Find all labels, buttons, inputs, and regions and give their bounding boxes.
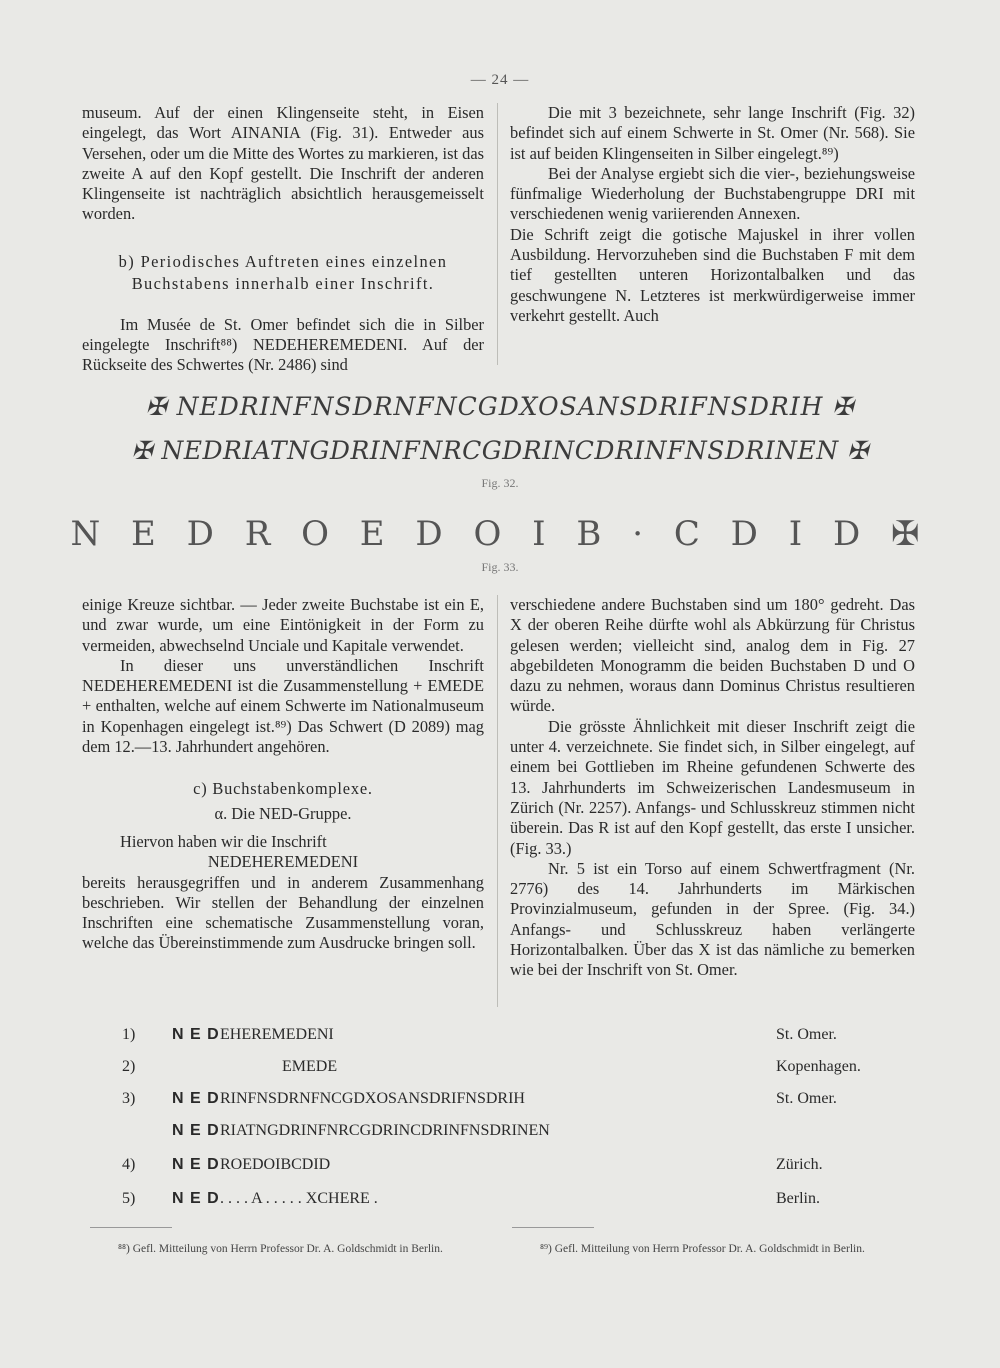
- list-inscription: RINFNSDRNFNCGDXOSANSDRIFNSDRIH: [220, 1090, 525, 1107]
- paragraph: Bei der Analyse ergiebt sich die vier-, beziehungsweise fünfmalige Wiederholung der Buchstabengruppe DRI mit verschiedenen wenig variierenden Annexen.: [510, 163, 915, 224]
- paragraph: museum. Auf der einen Klingenseite steht, in Eisen eingelegt, das Wort AINANIA (Fig. 31). Entweder aus Versehen, oder um die Mitte des Wortes zu markieren, ist das zweite A auf den Kopf gestellt. Die Inschrift der anderen Klingenseite ist nachträglich absichtlich herausgemeisselt worden.: [82, 103, 484, 224]
- paragraph: Im Musée de St. Omer befindet sich die in Silber eingelegte Inschrift⁸⁸) NEDEHEREMEDENI. Auf der Rückseite des Schwertes (Nr. 2486) sind: [82, 314, 484, 375]
- list-item: [0, 1190, 1000, 1212]
- list-ned: N E D: [172, 1122, 220, 1139]
- list-number: 1): [122, 1026, 136, 1043]
- footnote-rule: [512, 1227, 594, 1228]
- list-item: [0, 1156, 1000, 1178]
- paragraph: Nr. 5 ist ein Torso auf einem Schwertfragment (Nr. 2776) des 14. Jahrhunderts im Märkischen Provinzialmuseum, gefunden in der Spree. (Fig. 34.) Anfangs- und Schlusskreuz haben verlängerte Horizontalbalken. Über das X ist das nämliche zu bemerken wie bei der Inschrift von St. Omer.: [510, 858, 915, 980]
- page-number: — 24 —: [470, 72, 530, 88]
- list-item: [0, 1122, 1000, 1144]
- list-number: 5): [122, 1190, 136, 1207]
- paragraph: verschiedene andere Buchstaben sind um 180° gedreht. Das X der oberen Reihe dürfte wohl als Abkürzung für Christus gelesen werden; vielleicht sind, analog dem in Fig. 27 abgebildeten Monogramm die beiden Buchstaben D und O dazu zu nehmen, woraus dann Dominus Christus resultieren würde.: [510, 595, 915, 716]
- list-place: St. Omer.: [776, 1026, 837, 1043]
- column-top-right: [510, 103, 915, 326]
- column-bottom-left: [82, 595, 484, 954]
- list-item: [0, 1058, 1000, 1080]
- section-heading-c: c) Buchstabenkomplexe.: [193, 779, 373, 799]
- list-place: St. Omer.: [776, 1090, 837, 1107]
- paragraph: einige Kreuze sichtbar. — Jeder zweite Buchstabe ist ein E, und zwar wurde, um eine Eintönigkeit in der Form zu vermeiden, abwechselnd Unciale und Kapitale verwendet.: [82, 595, 484, 655]
- subsection-heading-alpha: α. Die NED-Gruppe.: [214, 803, 352, 823]
- paragraph: Die mit 3 bezeichnete, sehr lange Inschrift (Fig. 32) befindet sich auf einem Schwerte in St. Omer (Nr. 568). Sie ist auf beiden Klingenseiten in Silber eingelegt.⁸⁹): [510, 103, 915, 163]
- section-heading-b: b) Periodisches Auftreten eines einzelnen Buchstabens innerhalb einer Inschrift.: [118, 251, 448, 293]
- paragraph: Die Schrift zeigt die gotische Majuskel in ihrer vollen Ausbildung. Hervorzuheben sind die Buchstaben F mit dem tief gestellten unteren Horizontalbalken und das geschwungene N. Letzteres ist merkwürdigerweise immer verkehrt gestellt. Auch: [510, 224, 915, 325]
- list-ned: N E D: [172, 1026, 220, 1043]
- paragraph: Hiervon haben wir die Inschrift: [120, 831, 327, 851]
- list-inscription: ROEDOIBCDID: [220, 1156, 331, 1173]
- fig32-inscription-line2: ✠ NEDRIATNGDRINFNRCGDRINCDRINFNSDRINEN ✠: [131, 436, 869, 465]
- list-place: Kopenhagen.: [776, 1058, 861, 1075]
- paragraph: In dieser uns unverständlichen Inschrift NEDEHEREMEDENI ist die Zusammenstellung + EMEDE + enthalten, welche auf einem Schwerte im Nationalmuseum in Kopenhagen eingelegt ist.⁸⁹) Das Schwert (D 2089) mag dem 12.—13. Jahrhundert angehören.: [82, 655, 484, 757]
- list-inscription: . . . . A . . . . . XCHERE .: [220, 1190, 378, 1207]
- footnote-89: ⁸⁹) Gefl. Mitteilung von Herrn Professor Dr. A. Goldschmidt in Berlin.: [540, 1243, 865, 1255]
- paragraph: bereits herausgegriffen und in anderem Zusammenhang beschrieben. Wir stellen der Behandlung der einzelnen Inschriften eine schematische Zusammenstellung voran, welche das Übereinstimmende zum Ausdrucke bringen soll.: [82, 872, 484, 953]
- column-bottom-right: [510, 595, 915, 981]
- paragraph: Die grösste Ähnlichkeit mit dieser Inschrift zeigt die unter 4. verzeichnete. Sie findet sich, in Silber eingelegt, auf einem bei Gottlieben im Rheine gefundenen Schwerte des 13. Jahrhunderts im Schweizerischen Landesmuseum in Zürich (Nr. 2257). Anfangs- und Schlusskreuz stimmen nicht überein. Das R ist auf den Kopf gestellt, das erste I unsicher. (Fig. 33.): [510, 716, 915, 858]
- footnote-88: ⁸⁸) Gefl. Mitteilung von Herrn Professor Dr. A. Goldschmidt in Berlin.: [118, 1243, 443, 1255]
- footnote-rule: [90, 1227, 172, 1228]
- fig33-caption: Fig. 33.: [481, 560, 519, 574]
- list-place: Berlin.: [776, 1190, 820, 1207]
- list-inscription: EHEREMEDENI: [220, 1026, 334, 1043]
- list-ned: N E D: [172, 1156, 220, 1173]
- column-divider: [497, 595, 498, 1007]
- list-item: [0, 1026, 1000, 1048]
- column-top-left: [82, 103, 484, 376]
- list-place: Zürich.: [776, 1156, 823, 1173]
- list-number: 2): [122, 1058, 136, 1075]
- fig32-caption: Fig. 32.: [481, 476, 519, 490]
- list-item: [0, 1090, 1000, 1112]
- inscription-name: NEDEHEREMEDENI: [207, 852, 359, 872]
- list-number: 3): [122, 1090, 136, 1107]
- list-inscription: EMEDE: [282, 1058, 338, 1075]
- list-ned: N E D: [172, 1090, 220, 1107]
- list-ned: N E D: [172, 1190, 220, 1207]
- column-divider: [497, 103, 498, 365]
- fig32-inscription-line1: ✠ NEDRINFNSDRNFNCGDXOSANSDRIFNSDRIH ✠: [145, 392, 855, 421]
- fig33-inscription: N E D R O E D O I B · C D I D ✠: [70, 514, 930, 554]
- list-inscription: RIATNGDRINFNRCGDRINCDRINFNSDRINEN: [220, 1122, 550, 1139]
- list-number: 4): [122, 1156, 136, 1173]
